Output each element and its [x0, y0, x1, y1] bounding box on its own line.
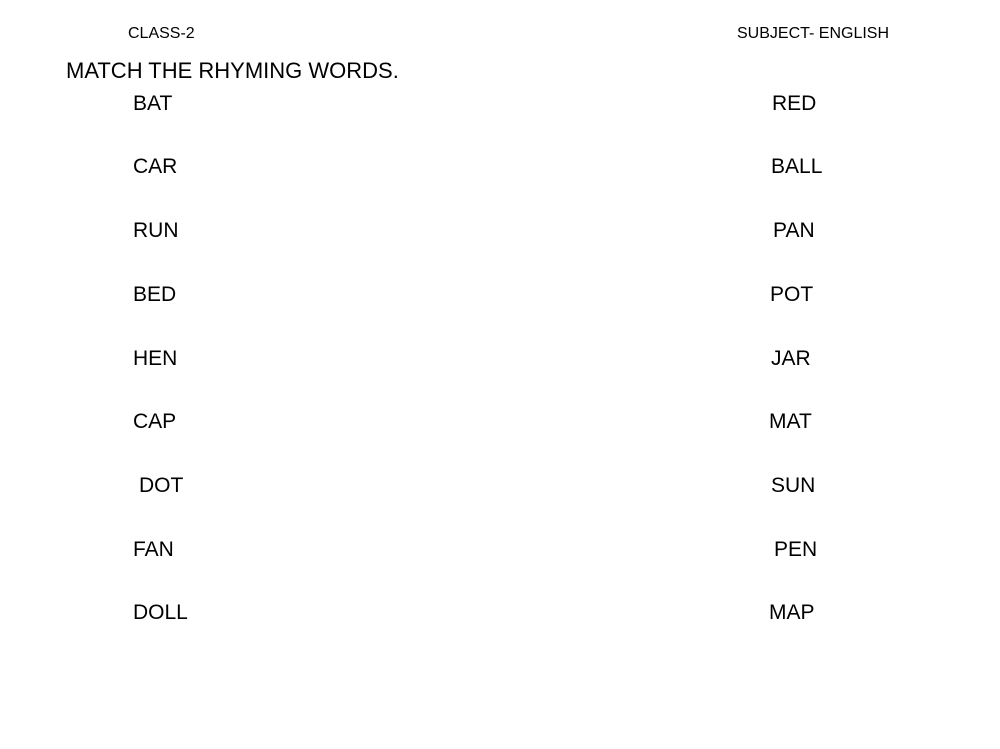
right-word: MAP: [769, 601, 815, 624]
right-word: RED: [772, 92, 817, 115]
right-word: PAN: [773, 219, 815, 242]
left-word: DOT: [139, 474, 184, 497]
right-word: BALL: [771, 155, 823, 178]
right-word: MAT: [769, 410, 812, 433]
right-word: JAR: [771, 347, 811, 370]
left-word: BED: [133, 283, 177, 306]
right-word: POT: [770, 283, 814, 306]
instruction-heading: MATCH THE RHYMING WORDS.: [66, 58, 399, 83]
right-word: PEN: [774, 538, 818, 561]
left-word: BAT: [133, 92, 173, 115]
subject-label: SUBJECT- ENGLISH: [737, 25, 890, 42]
right-word: SUN: [771, 474, 816, 497]
left-word: RUN: [133, 219, 179, 242]
left-word: CAP: [133, 410, 177, 433]
left-word: CAR: [133, 155, 178, 178]
left-word: FAN: [133, 538, 174, 561]
left-word: HEN: [133, 347, 178, 370]
left-word: DOLL: [133, 601, 188, 624]
class-label: CLASS-2: [128, 25, 195, 42]
